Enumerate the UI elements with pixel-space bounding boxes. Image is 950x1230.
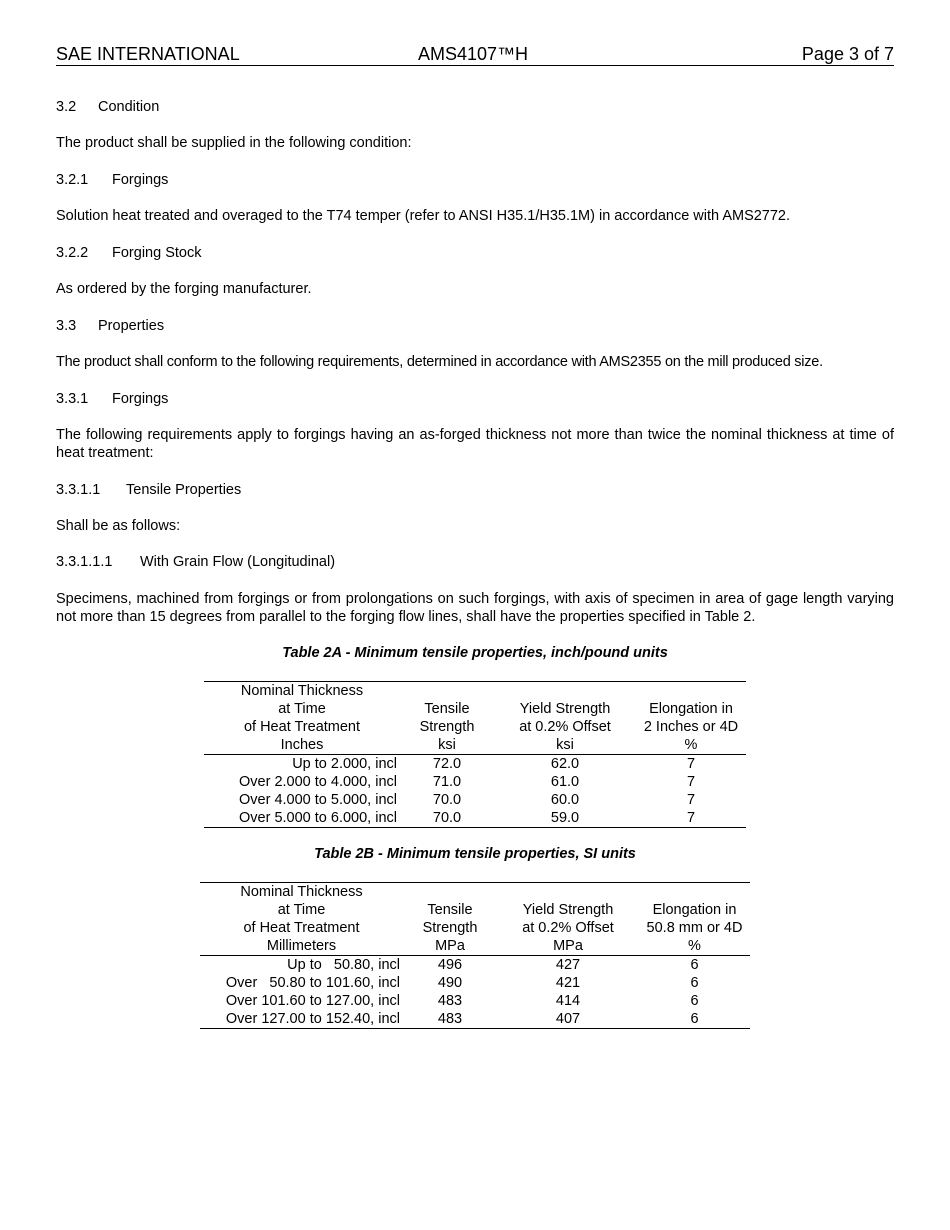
section-number: 3.2 <box>56 99 77 115</box>
elongation-cell: 6 <box>690 975 699 991</box>
heading-3-2-1 <box>56 171 894 189</box>
tensile-cell: 70.0 <box>400 809 494 828</box>
header-line: of Heat Treatment <box>243 920 360 936</box>
header-cell-elongation <box>636 682 746 755</box>
header-line: Inches <box>280 737 324 753</box>
header-cell-yield <box>494 682 636 755</box>
tensile-cell: 490 <box>437 975 463 991</box>
header-line: at 0.2% Offset <box>522 920 614 936</box>
section-number: 3.3.1 <box>56 391 89 407</box>
section-title: Forgings <box>112 391 169 407</box>
header-line: Nominal Thickness <box>240 884 363 900</box>
table-row <box>204 755 746 774</box>
thickness-cell: Over 2.000 to 4.000, incl <box>239 774 397 790</box>
paragraph: Specimens, machined from forgings or from prolongations on such forgings, with axis of specimen in area of gage length varying not more than 15 degrees from parallel to the forging flow lines, shall have the properties specified in Table 2. <box>56 591 894 625</box>
tensile-cell: 71.0 <box>432 774 462 790</box>
table-header-row <box>200 883 750 956</box>
thickness-cell: Over 4.000 to 5.000, incl <box>239 792 397 808</box>
header-line: Elongation in <box>652 902 737 918</box>
table-2b-caption: Table 2B - Minimum tensile properties, SI units <box>314 846 636 862</box>
table-row <box>200 992 750 1010</box>
table-2b <box>200 882 750 1029</box>
tensile-cell: 70.0 <box>432 792 462 808</box>
elongation-cell: 7 <box>686 774 696 790</box>
header-cell-elongation <box>639 883 750 956</box>
heading-3-3 <box>56 317 894 335</box>
table-row <box>200 1010 750 1029</box>
header-doc-number: AMS4107™H <box>418 44 529 64</box>
heading-3-2-2 <box>56 244 894 262</box>
section-title: Forging Stock <box>112 245 202 261</box>
header-line: 50.8 mm or 4D <box>646 920 743 936</box>
elongation-cell: 7 <box>686 756 696 772</box>
header-cell-thickness <box>204 682 400 755</box>
section-title: Tensile Properties <box>126 482 242 498</box>
header-line: Tensile <box>424 701 470 717</box>
yield-cell: 62.0 <box>550 756 580 772</box>
elongation-cell: 6 <box>639 1010 750 1029</box>
header-cell-thickness <box>200 883 403 956</box>
thickness-cell: Over 50.80 to 101.60, incl <box>225 975 400 991</box>
header-line: ksi <box>438 737 456 753</box>
table-2a-caption: Table 2A - Minimum tensile properties, inch/pound units <box>282 645 668 661</box>
header-line: % <box>688 938 701 954</box>
header-line: 2 Inches or 4D <box>643 719 739 735</box>
section-title: Properties <box>98 318 165 334</box>
header-line: Tensile <box>427 902 473 918</box>
section-number: 3.3 <box>56 318 77 334</box>
section-number: 3.2.1 <box>56 172 89 188</box>
header-cell-tensile <box>400 682 494 755</box>
header-line: Yield Strength <box>519 701 611 717</box>
heading-3-2 <box>56 98 894 116</box>
header-cell-tensile <box>403 883 497 956</box>
section-number: 3.2.2 <box>56 245 89 261</box>
table-2a <box>204 681 746 828</box>
paragraph: Shall be as follows: <box>56 518 181 534</box>
table-row <box>204 773 746 791</box>
paragraph: The product shall conform to the following requirements, determined in accordance with AMS2355 on the mill produced size. <box>56 354 823 370</box>
paragraph: Solution heat treated and overaged to the T74 temper (refer to ANSI H35.1/H35.1M) in accordance with AMS2772. <box>56 208 791 224</box>
header-page-number: Page 3 of 7 <box>801 44 894 64</box>
heading-3-3-1-1 <box>56 481 894 499</box>
heading-3-3-1 <box>56 390 894 408</box>
header-line: Strength <box>422 920 478 936</box>
section-title: Forgings <box>112 172 169 188</box>
section-title: Condition <box>98 99 160 115</box>
thickness-cell: Up to 50.80, incl <box>287 957 400 973</box>
elongation-cell: 6 <box>690 957 699 973</box>
thickness-cell: Over 5.000 to 6.000, incl <box>204 809 400 828</box>
thickness-cell: Over 101.60 to 127.00, incl <box>225 993 400 1009</box>
table-row <box>204 791 746 809</box>
header-line: % <box>684 737 698 753</box>
table-row <box>200 956 750 975</box>
tensile-cell: 496 <box>437 957 463 973</box>
header-line: MPa <box>435 938 465 954</box>
header-line: at Time <box>277 902 326 918</box>
header-line: of Heat Treatment <box>243 719 361 735</box>
yield-cell: 61.0 <box>550 774 580 790</box>
elongation-cell: 7 <box>636 809 746 828</box>
heading-3-3-1-1-1 <box>56 553 894 571</box>
header-line: at 0.2% Offset <box>519 719 611 735</box>
yield-cell: 60.0 <box>550 792 580 808</box>
yield-cell: 414 <box>555 993 581 1009</box>
tensile-cell: 483 <box>403 1010 497 1029</box>
table-header-row <box>204 682 746 755</box>
tensile-cell: 483 <box>437 993 463 1009</box>
elongation-cell: 7 <box>686 792 696 808</box>
thickness-cell: Up to 2.000, incl <box>292 756 397 772</box>
header-cell-yield <box>497 883 639 956</box>
header-line: Yield Strength <box>522 902 614 918</box>
paragraph: The product shall be supplied in the following condition: <box>56 135 412 151</box>
table-row <box>204 809 746 828</box>
header-line: at Time <box>278 701 326 717</box>
page-header <box>56 44 894 66</box>
section-title: With Grain Flow (Longitudinal) <box>140 554 336 570</box>
section-number: 3.3.1.1.1 <box>56 554 113 570</box>
header-line: MPa <box>553 938 583 954</box>
elongation-cell: 6 <box>690 993 699 1009</box>
yield-cell: 421 <box>555 975 581 991</box>
thickness-cell: Over 127.00 to 152.40, incl <box>200 1010 403 1029</box>
yield-cell: 427 <box>555 957 581 973</box>
header-org: SAE INTERNATIONAL <box>56 44 240 64</box>
section-number: 3.3.1.1 <box>56 482 101 498</box>
header-line: Nominal Thickness <box>240 683 364 699</box>
tensile-cell: 72.0 <box>432 756 462 772</box>
paragraph: As ordered by the forging manufacturer. <box>56 281 312 297</box>
paragraph: The following requirements apply to forgings having an as-forged thickness not more than twice the nominal thickness at time of heat treatment: <box>56 427 894 461</box>
header-line: ksi <box>556 737 574 753</box>
header-line: Elongation in <box>649 701 733 717</box>
header-line: Millimeters <box>266 938 337 954</box>
yield-cell: 407 <box>497 1010 639 1029</box>
header-line: Strength <box>419 719 475 735</box>
table-row <box>200 974 750 992</box>
yield-cell: 59.0 <box>494 809 636 828</box>
